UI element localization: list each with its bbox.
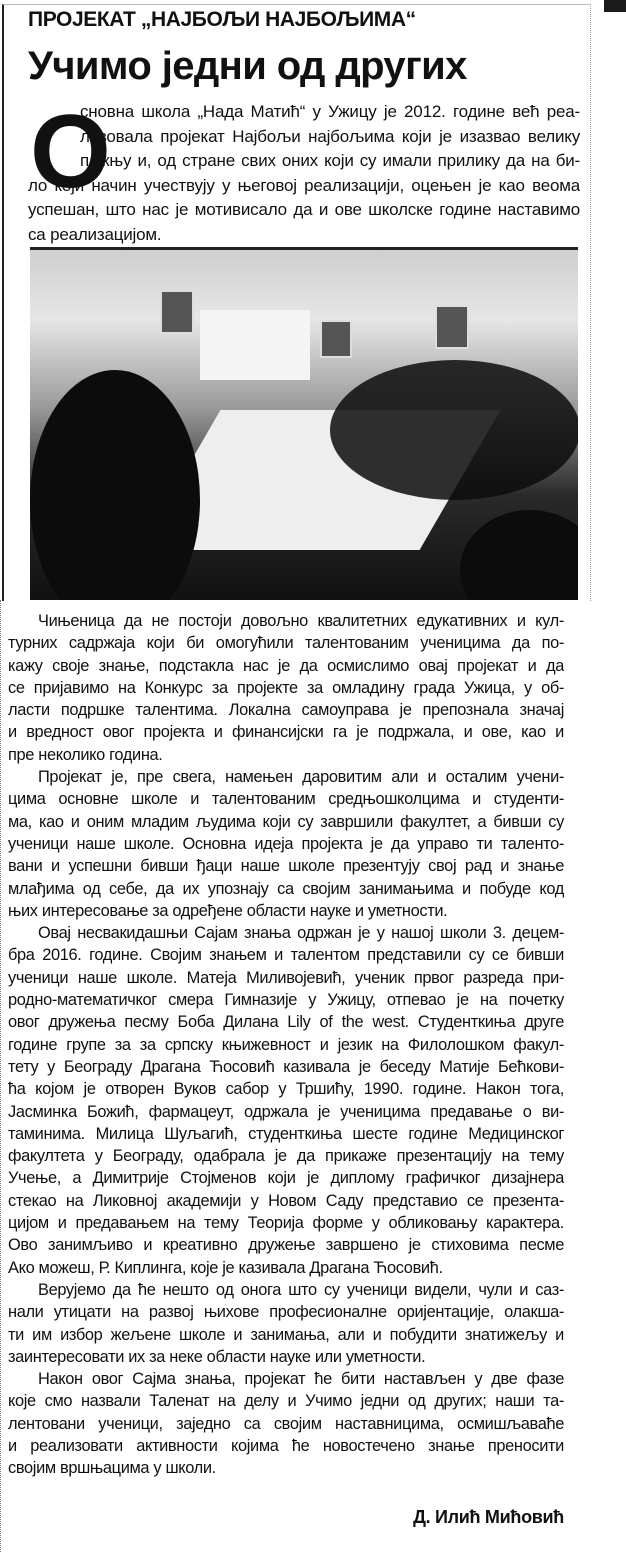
text-line: Пројекат је, пре свега, намењен даровитим али и осталим учени- xyxy=(38,768,564,787)
scan-edge xyxy=(604,0,626,12)
intro-line: лизовала пројекат Најбољи најбољима који је изазвао велику xyxy=(80,126,580,146)
wall-poster xyxy=(160,290,194,334)
text-line: турних садржаја који би омогућили талентованим ученицима да по- xyxy=(8,634,564,653)
text-line: и реализовати активности којима ће новостечено знање преносити xyxy=(8,1436,564,1455)
text-line: млађима од себе, да их упознају са својим занимањима и побуде код xyxy=(8,879,564,898)
article-body xyxy=(8,610,564,1480)
author-signature: Д. Илић Мићовић xyxy=(413,1507,564,1527)
text-line: Верујемо да ће нешто од онога што су ученици видели, чули и саз- xyxy=(38,1280,564,1299)
text-line: године групе за за српску књижевност и језик на Филолошком факул- xyxy=(8,1035,564,1054)
text-line: Јасминка Божић, фармацеут, одржала је ученицима предавање о ви- xyxy=(8,1102,564,1121)
audience-silhouette xyxy=(30,370,200,600)
intro-line: сновна школа „Нада Матић“ у Ужицу је 2012. године већ реа- xyxy=(80,102,580,121)
text-line: стекао на Ликовној академији у Новом Саду представио се презента- xyxy=(8,1191,564,1210)
wall-poster xyxy=(435,305,469,349)
text-line: ученици наше школе. Матеја Миливојевић, ученик првог разреда при- xyxy=(8,968,564,987)
text-line: ма, као и оним младим људима који су завршили факултет, а бивши су xyxy=(8,812,564,831)
text-line: цима основне школе и талентованим средњошколцима и студенти- xyxy=(8,790,564,809)
text-line: својим вршњацима у школи. xyxy=(8,1459,216,1478)
wall-poster xyxy=(320,320,352,358)
paragraph xyxy=(8,610,564,766)
text-line: факултета у Београду, одабрала је да прикаже презентацију на тему xyxy=(8,1147,564,1166)
paragraph xyxy=(8,766,564,922)
text-line: ученици наше школе. Основна идеја пројекта је да управо ти таленто- xyxy=(8,834,564,853)
text-line: цијом и предавањем на тему Теорија форме у обликовању карактера. xyxy=(8,1214,564,1233)
text-line: Овај несвакидашњи Сајам знања одржан је у нашој школи 3. децем- xyxy=(38,924,564,943)
audience-silhouette xyxy=(330,360,578,500)
drop-cap: О xyxy=(30,94,107,210)
intro-line: са реализацијом. xyxy=(28,224,162,244)
text-line: Учење, а Димитрије Стојменов који је диплому графичког дизајнера xyxy=(8,1169,564,1188)
text-line: ласти подршке талентима. Локална самоуправа је препознала значај xyxy=(8,701,564,720)
text-line: заинтересовати их за неке области науке или уметности. xyxy=(8,1347,426,1366)
article-kicker: ПРОЈЕКАТ „НАЈБОЉИ НАЈБОЉИМА“ xyxy=(28,8,416,31)
intro-line: ло који начин учествују у његовој реализацији, оцењен је као веома xyxy=(28,175,580,195)
text-line: пре неколико година. xyxy=(8,745,163,764)
audience-silhouette xyxy=(460,510,578,600)
article-headline: Учимо једни од других xyxy=(28,44,467,88)
text-line: лентовани ученици, заједно са својим наставницима, осмишљаваће xyxy=(8,1414,564,1433)
text-line: ћа којом је отворен Вуков сабор у Тршићу, 1990. године. Након тога, xyxy=(8,1080,564,1099)
text-line: бра 2016. године. Својим знањем и талентом представили су се бивши xyxy=(8,946,564,965)
text-line: тету у Београду Драгана Ћосовић казивала је беседу Матије Бећкови- xyxy=(8,1057,564,1076)
paragraph xyxy=(8,1368,564,1479)
text-line: се пријавимо на Конкурс за пројекте за омладину града Ужица, у об- xyxy=(8,678,564,697)
intro-line: пажњу и, од стране свих оних који су имали прилику да на би- xyxy=(80,151,580,171)
text-line: таминима. Милица Шуљагић, студенткиња шесте године Медицинског xyxy=(8,1124,564,1143)
paragraph xyxy=(8,1279,564,1368)
text-line: Чињеница да не постоји довољно квалитетних едукативних и кул- xyxy=(38,612,564,630)
text-line: Након овог Сајма знања, пројекат ће бити настављен у две фазе xyxy=(38,1370,564,1389)
article-frame-bottom xyxy=(0,600,5,1552)
text-line: Ово занимљиво и креативно дружење завршено је стиховима песме xyxy=(8,1236,564,1255)
text-line: Ако можеш, Р. Киплинга, које је казивала Драгана Ћосовић. xyxy=(8,1258,443,1277)
text-line: родно-математичког смера Гимназије у Ужицу, отпевао је на почетку xyxy=(8,991,564,1010)
paragraph xyxy=(8,922,564,1279)
text-line: вани и успешни бивши ђаци наше школе презентују свој рад и знање xyxy=(8,857,564,876)
text-line: које смо назвали Таленат на делу и Учимо једни од других; наши та- xyxy=(8,1392,564,1411)
text-line: овог дружења песму Боба Дилана Lily of the west. Студенткиња друге xyxy=(8,1013,564,1032)
text-line: ти им избор жељене школе и занимања, али и побудити знатижељу и xyxy=(8,1325,564,1344)
text-line: и вредност овог пројекта и финансијски га је подржала, и ове, као и xyxy=(8,723,564,742)
text-line: нали утицати на развој њихове професионалне оријентације, олакша- xyxy=(8,1303,564,1322)
text-line: њих интересовање за одређене области науке и уметности. xyxy=(8,901,448,920)
intro-line: успешан, што нас је мотивисало да и ове школске године наставимо xyxy=(28,200,580,220)
projection-screen xyxy=(200,310,310,380)
text-line: кажу своје знање, подстакла нас је да осмислимо овај пројекат и да xyxy=(8,656,564,675)
article-intro xyxy=(28,94,580,248)
article-photo xyxy=(30,247,578,600)
